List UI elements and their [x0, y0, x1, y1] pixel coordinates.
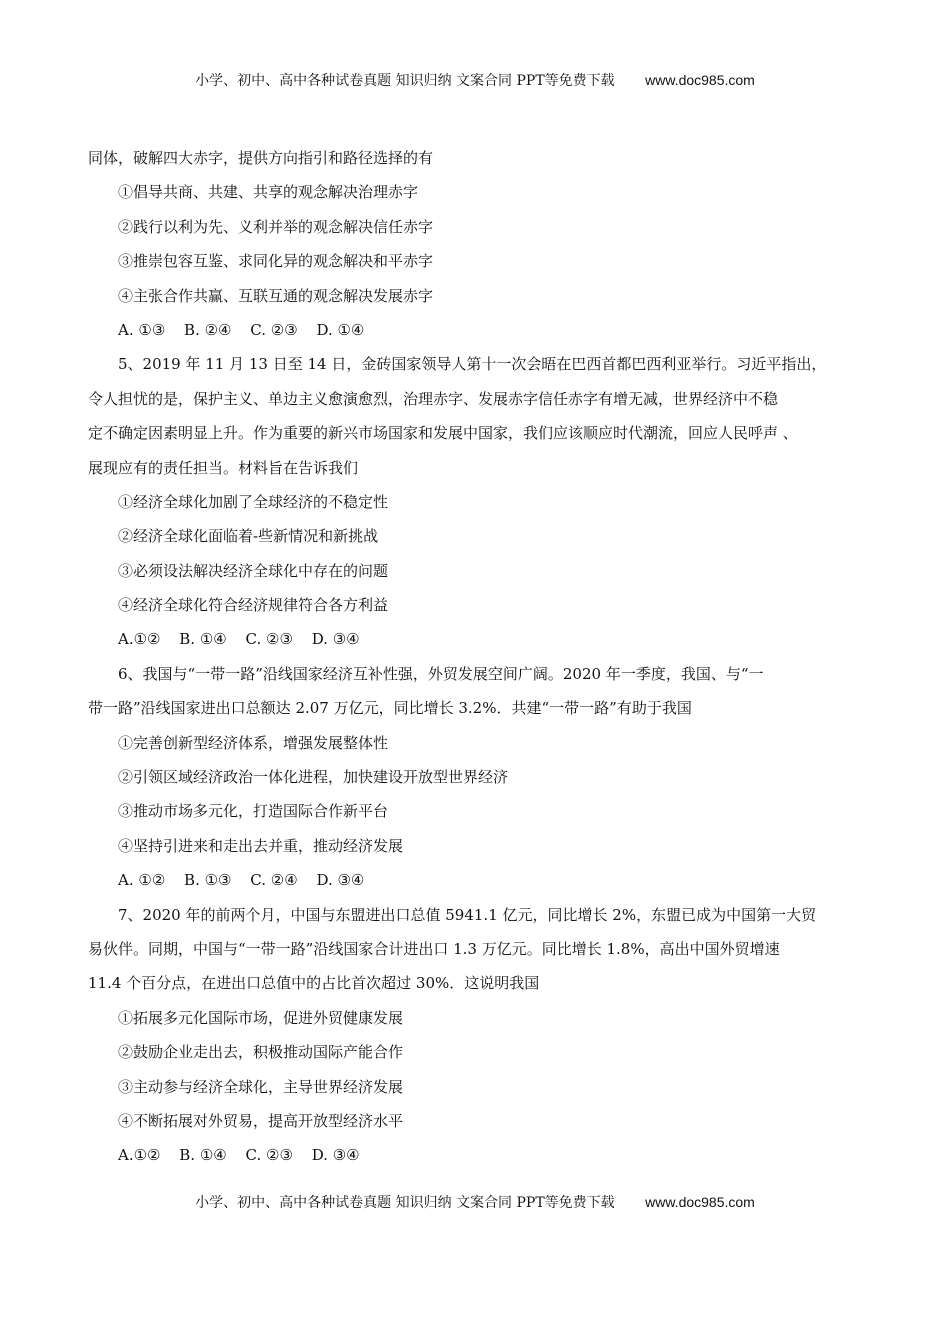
footer-text: 小学、初中、高中各种试卷真题 知识归纳 文案合同 PPT等免费下载 [195, 1195, 615, 1211]
choice-c: C. ②④ [250, 871, 298, 890]
answer-choices [88, 622, 878, 656]
question-4 [88, 141, 878, 347]
option-1: ①经济全球化加剧了全球经济的不稳定性 [118, 492, 389, 511]
choice-c: C. ②③ [250, 320, 298, 339]
question-stem-line: 带一路”沿线国家进出口总额达 2.07 万亿元，同比增长 3.2%．共建“一带一路”有助于我国 [88, 699, 692, 718]
option-2: ②经济全球化面临着-些新情况和新挑战 [118, 527, 379, 546]
option-2: ②鼓励企业走出去，积极推动国际产能合作 [118, 1043, 404, 1062]
choice-b: B. ①④ [179, 630, 227, 649]
option-2: ②引领区域经济政治一体化进程，加快建设开放型世界经济 [118, 768, 509, 787]
answer-choices [88, 863, 878, 897]
option-3: ③推动市场多元化，打造国际合作新平台 [118, 802, 389, 821]
choice-a: A.①② [118, 630, 161, 649]
page-content [88, 141, 878, 1173]
question-5 [88, 347, 878, 657]
choice-d: D. ③④ [311, 1146, 360, 1165]
choice-d: D. ③④ [316, 871, 365, 890]
option-3: ③必须设法解决经济全球化中存在的问题 [118, 561, 389, 580]
header-text: 小学、初中、高中各种试卷真题 知识归纳 文案合同 PPT等免费下载 [195, 73, 615, 89]
option-4: ④不断拓展对外贸易，提高开放型经济水平 [118, 1111, 404, 1130]
question-7 [88, 898, 878, 1173]
question-stem-line: 展现应有的责任担当。材料旨在告诉我们 [88, 458, 359, 477]
option-4: ④经济全球化符合经济规律符合各方利益 [118, 596, 389, 615]
choice-a: A.①② [118, 1146, 161, 1165]
choice-b: B. ①④ [179, 1146, 227, 1165]
choice-d: D. ③④ [311, 630, 360, 649]
page-footer [0, 1192, 950, 1212]
choice-c: C. ②③ [245, 1146, 293, 1165]
choice-b: B. ①③ [184, 871, 232, 890]
question-stem-line: 同体，破解四大赤字，提供方向指引和路径选择的有 [88, 149, 434, 167]
choice-d: D. ①④ [316, 320, 365, 339]
question-stem-line: 定不确定因素明显上升。作为重要的新兴市场国家和发展中国家，我们应该顺应时代潮流，回应人民呼声 、 [88, 424, 798, 443]
answer-choices [88, 313, 878, 347]
footer-site: www.doc985.com [645, 1194, 755, 1210]
page-header [0, 70, 950, 90]
choice-a: A. ①② [118, 871, 166, 890]
option-3: ③推崇包容互鉴、求同化异的观念解决和平赤字 [118, 252, 434, 271]
question-stem-line: 7、2020 年的前两个月，中国与东盟进出口总值 5941.1 亿元，同比增长 2%，东盟已成为中国第一大贸 [118, 905, 817, 924]
question-stem-line: 易伙伴。同期，中国与“一带一路”沿线国家合计进出口 1.3 万亿元。同比增长 1.8%，高出中国外贸增速 [88, 939, 780, 958]
option-1: ①拓展多元化国际市场，促进外贸健康发展 [118, 1008, 404, 1027]
question-6 [88, 657, 878, 898]
answer-choices [88, 1138, 878, 1172]
option-4: ④坚持引进来和走出去并重，推动经济发展 [118, 836, 404, 855]
question-stem-line: 11.4 个百分点，在进出口总值中的占比首次超过 30%．这说明我国 [88, 974, 540, 993]
header-site: www.doc985.com [645, 72, 755, 88]
option-3: ③主动参与经济全球化，主导世界经济发展 [118, 1077, 404, 1096]
option-1: ①完善创新型经济体系，增强发展整体性 [118, 733, 389, 752]
option-4: ④主张合作共赢、互联互通的观念解决发展赤字 [118, 286, 434, 305]
option-1: ①倡导共商、共建、共享的观念解决治理赤字 [118, 183, 419, 202]
choice-c: C. ②③ [245, 630, 293, 649]
question-stem-line: 5、2019 年 11 月 13 日至 14 日，金砖国家领导人第十一次会晤在巴西首都巴西利亚举行。习近平指出， [118, 355, 827, 374]
option-2: ②践行以利为先、义利并举的观念解决信任赤字 [118, 217, 434, 236]
question-stem-line: 令人担忧的是，保护主义、单边主义愈演愈烈，治理赤字、发展赤字信任赤字有增无减，世界经济中不稳 [88, 389, 779, 408]
choice-b: B. ②④ [184, 320, 232, 339]
question-stem-line: 6、我国与“一带一路”沿线国家经济互补性强，外贸发展空间广阔。2020 年一季度，我国、与“一 [118, 664, 764, 683]
choice-a: A. ①③ [118, 320, 166, 339]
